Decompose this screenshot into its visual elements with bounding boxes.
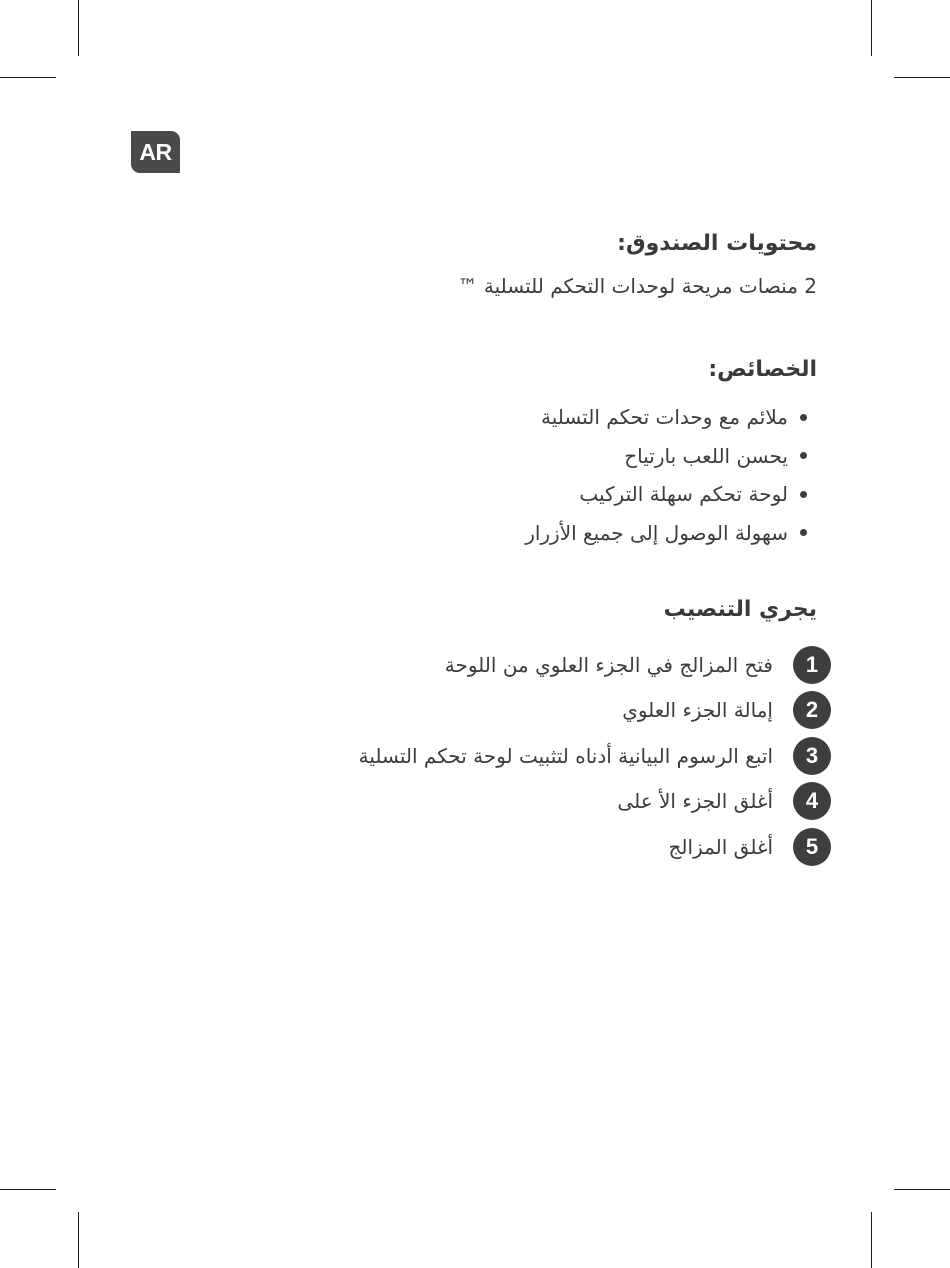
step-item bbox=[211, 824, 831, 870]
installation-heading: يجري التنصيب bbox=[663, 597, 817, 622]
feature-item: سهولة الوصول إلى جميع الأزرار bbox=[257, 514, 817, 553]
step-number-badge: 4 bbox=[793, 782, 831, 820]
features-heading: الخصائص: bbox=[708, 357, 817, 382]
crop-mark-top-left-horizontal bbox=[0, 77, 56, 78]
bullet-icon bbox=[800, 452, 807, 459]
box-contents-heading: محتويات الصندوق: bbox=[617, 231, 817, 256]
step-number-badge: 1 bbox=[793, 646, 831, 684]
step-text: اتبع الرسوم البيانية أدناه لتثبيت لوحة تحكم التسلية bbox=[358, 743, 773, 768]
crop-mark-bottom-left-horizontal bbox=[0, 1189, 56, 1190]
crop-mark-bottom-left-vertical bbox=[78, 1212, 79, 1268]
step-number-badge: 5 bbox=[793, 828, 831, 866]
step-text: أغلق المزالج bbox=[668, 834, 773, 859]
step-item bbox=[211, 642, 831, 688]
step-number-badge: 3 bbox=[793, 737, 831, 775]
crop-mark-bottom-right-horizontal bbox=[894, 1189, 950, 1190]
step-text: أغلق الجزء الأ على bbox=[617, 789, 773, 814]
feature-item: ملائم مع وحدات تحكم التسلية bbox=[257, 398, 817, 437]
step-text: إمالة الجزء العلوي bbox=[622, 698, 773, 723]
step-text: فتح المزالج في الجزء العلوي من اللوحة bbox=[444, 652, 773, 677]
feature-item: لوحة تحكم سهلة التركيب bbox=[257, 475, 817, 514]
manual-content bbox=[257, 224, 817, 630]
step-number-badge: 2 bbox=[793, 691, 831, 729]
feature-item: يحسن اللعب بارتياح bbox=[257, 437, 817, 476]
crop-mark-top-right-vertical bbox=[871, 0, 872, 56]
crop-mark-top-left-vertical bbox=[78, 0, 79, 56]
crop-mark-bottom-right-vertical bbox=[871, 1212, 872, 1268]
language-badge: AR bbox=[131, 131, 180, 173]
bullet-icon bbox=[800, 529, 807, 536]
bullet-icon bbox=[800, 414, 807, 421]
crop-mark-top-right-horizontal bbox=[894, 77, 950, 78]
bullet-icon bbox=[800, 491, 807, 498]
features-list bbox=[257, 398, 817, 552]
installation-steps bbox=[211, 642, 831, 870]
step-item bbox=[211, 779, 831, 825]
step-item bbox=[211, 733, 831, 779]
step-item bbox=[211, 688, 831, 734]
box-contents-item: 2 منصات مريحة لوحدات التحكم للتسلية ™ bbox=[457, 274, 817, 298]
